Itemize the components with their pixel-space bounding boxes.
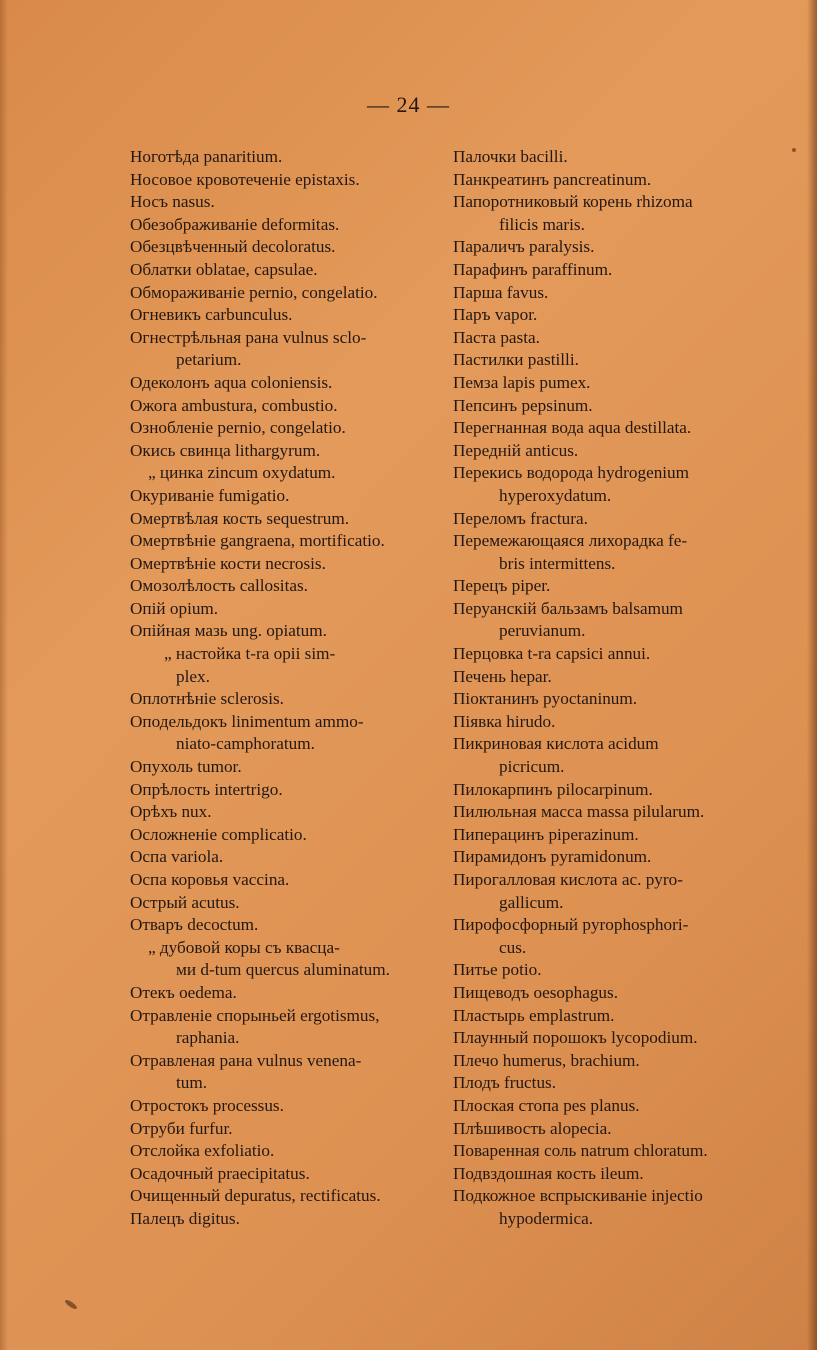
entry-line: Очищенный depuratus, rectificatus. <box>130 1186 381 1206</box>
entry-line: Питье potio. <box>453 960 542 980</box>
entry-continuation: raphania. <box>176 1028 240 1048</box>
entry-line: Піявка hirudo. <box>453 711 556 731</box>
entry-line: Плечо humerus, brachium. <box>453 1050 640 1070</box>
entry-line: Опійная мазь ung. opiatum. <box>130 621 327 641</box>
entry-continuation: plex. <box>176 666 210 686</box>
entry-continuation: bris intermittens. <box>499 553 616 573</box>
entry-line: Пирогалловая кислота ac. pyro- <box>453 870 683 889</box>
page-left-edge-shadow <box>0 0 8 1350</box>
entry-line: Перецъ piper. <box>453 576 551 596</box>
entry-line: Омертвѣніе кости necrosis. <box>130 553 326 573</box>
entry-line: Пемза lapis pumex. <box>453 372 591 392</box>
entry-line: Перекись водорода hydrogenium <box>453 463 690 483</box>
entry-line: Пирофосфорный pyrophosphori- <box>453 915 689 935</box>
entry-line: Отростокъ processus. <box>130 1095 284 1115</box>
entry-line: Острый acutus. <box>130 892 240 912</box>
entry-line: Перцовка t-ra capsici annui. <box>453 644 651 664</box>
entry-line: Ожога ambustura, combustio. <box>130 395 338 415</box>
entry-line: Ознобленіе pernio, congelatio. <box>130 418 346 438</box>
entry-line: Пиперацинъ piperazinum. <box>453 824 639 844</box>
entry-continuation: gallicum. <box>499 892 564 912</box>
entry-line: Плаунный порошокъ lycopodium. <box>453 1028 698 1048</box>
entry-line: Подвздошная кость ileum. <box>453 1163 644 1183</box>
entry-line: Опій opium. <box>130 598 219 618</box>
entry-line: Пепсинъ pepsinum. <box>453 395 593 415</box>
ink-spot <box>64 1298 78 1310</box>
entry-line: Ноготѣда panaritium. <box>130 147 283 166</box>
entry-ditto: „ цинка zincum oxydatum. <box>148 463 336 483</box>
entry-continuation: filicis maris. <box>499 214 585 234</box>
entry-line: Оплотнѣніе sclerosis. <box>130 689 284 709</box>
entry-line: Перемежающаяся лихорадка fe- <box>453 531 688 551</box>
entry-line: Носовое кровотеченіе epistaxis. <box>130 169 360 189</box>
entry-line: Огнестрѣльная рана vulnus sclo- <box>130 327 367 347</box>
entry-line: Палочки bacilli. <box>453 147 568 166</box>
entry-line: Обмораживаніе pernio, congelatio. <box>130 282 378 302</box>
entry-line: Носъ nasus. <box>130 192 215 212</box>
entry-line: Палецъ digitus. <box>130 1208 240 1228</box>
entry-continuation: tum. <box>176 1073 208 1093</box>
entry-line: Пастилки pastilli. <box>453 350 579 370</box>
entry-line: Папоротниковый корень rhizoma <box>453 192 693 212</box>
entry-line: Пищеводъ oesophagus. <box>453 982 618 1002</box>
entry-line: Опрѣлость intertrigo. <box>130 779 283 799</box>
entry-line: Перегнанная вода aqua destillata. <box>453 418 692 438</box>
entry-line: Отравленая рана vulnus venena- <box>130 1050 362 1070</box>
entry-line: Отруби furfur. <box>130 1118 233 1138</box>
entry-continuation: niato-camphoratum. <box>176 734 315 754</box>
entry-line: Огневикъ carbunculus. <box>130 305 293 325</box>
entry-line: Переломъ fractura. <box>453 508 588 528</box>
entry-ditto: „ дубовой коры съ квасца- <box>148 937 340 957</box>
entry-line: Пилюльная масса massa pilularum. <box>453 802 705 822</box>
entry-continuation: picricum. <box>499 757 565 777</box>
entry-continuation: hypodermica. <box>499 1208 594 1228</box>
entry-line: Орѣхъ nux. <box>130 802 212 822</box>
entry-line: Облатки oblatae, capsulae. <box>130 259 318 279</box>
entry-line: Плодъ fructus. <box>453 1073 557 1093</box>
entry-continuation: cus. <box>499 937 527 957</box>
entry-line: Отслойка exfoliatio. <box>130 1141 275 1161</box>
entry-line: Окись свинца lithargyrum. <box>130 440 321 460</box>
entry-line: Панкреатинъ pancreatinum. <box>453 169 652 189</box>
entry-line: Оподельдокъ linimentum ammo- <box>130 711 364 731</box>
entry-continuation: petarium. <box>176 350 242 370</box>
entry-continuation: ми d-tum quercus aluminatum. <box>176 960 390 980</box>
entry-line: Передній anticus. <box>453 440 579 460</box>
entry-line: Пирамидонъ pyramidonum. <box>453 847 652 867</box>
entry-line: Печень hepar. <box>453 666 552 686</box>
entry-line: Оспа коровья vaccina. <box>130 870 290 889</box>
entry-line: Плѣшивость alopecia. <box>453 1118 612 1138</box>
entry-line: Омозолѣлость callositas. <box>130 576 308 596</box>
entry-line: Параличъ paralysis. <box>453 237 595 257</box>
page-right-edge-shadow <box>807 0 817 1350</box>
entry-line: Пластырь emplastrum. <box>453 1005 615 1025</box>
entry-line: Паста pasta. <box>453 327 540 347</box>
entry-line: Обезображиваніе deformitas. <box>130 214 340 234</box>
entry-line: Отваръ decoctum. <box>130 915 259 935</box>
entry-continuation: hyperoxydatum. <box>499 485 612 505</box>
entry-line: Паръ vapor. <box>453 305 538 325</box>
entry-line: Парафинъ paraffinum. <box>453 259 613 279</box>
entry-line: Осложненіе complicatio. <box>130 824 307 844</box>
entry-line: Пикриновая кислота acidum <box>453 734 659 754</box>
entry-line: Пилокарпинъ pilocarpinum. <box>453 779 653 799</box>
entry-line: Плоская стопа pes planus. <box>453 1095 640 1115</box>
ink-spot <box>792 148 796 152</box>
entry-line: Омертвѣніе gangraena, mortificatio. <box>130 531 385 551</box>
entry-ditto: „ настойка t-ra opii sim- <box>164 644 336 664</box>
right-column <box>453 146 783 1231</box>
entry-line: Обезцвѣченный decoloratus. <box>130 237 336 257</box>
entry-line: Перуанскій бальзамъ balsamum <box>453 598 683 618</box>
entry-line: Отекъ oedema. <box>130 982 237 1002</box>
entry-line: Одеколонъ aqua coloniensis. <box>130 372 333 392</box>
entry-line: Подкожное вспрыскиваніе injectio <box>453 1186 703 1206</box>
entry-line: Опухоль tumor. <box>130 757 242 777</box>
entry-line: Осадочный praecipitatus. <box>130 1163 310 1183</box>
entry-line: Отравленіе спорыньей ergotismus, <box>130 1005 380 1025</box>
entry-line: Омертвѣлая кость sequestrum. <box>130 508 350 528</box>
entry-line: Оспа variola. <box>130 847 224 867</box>
entry-line: Окуриваніе fumigatio. <box>130 485 290 505</box>
entry-line: Піоктанинъ pyoctaninum. <box>453 689 638 709</box>
page-number: — 24 — <box>367 92 450 117</box>
entry-continuation: peruvianum. <box>499 621 586 641</box>
left-column <box>130 146 452 1231</box>
entry-line: Парша favus. <box>453 282 549 302</box>
entry-line: Поваренная соль natrum chloratum. <box>453 1141 708 1161</box>
